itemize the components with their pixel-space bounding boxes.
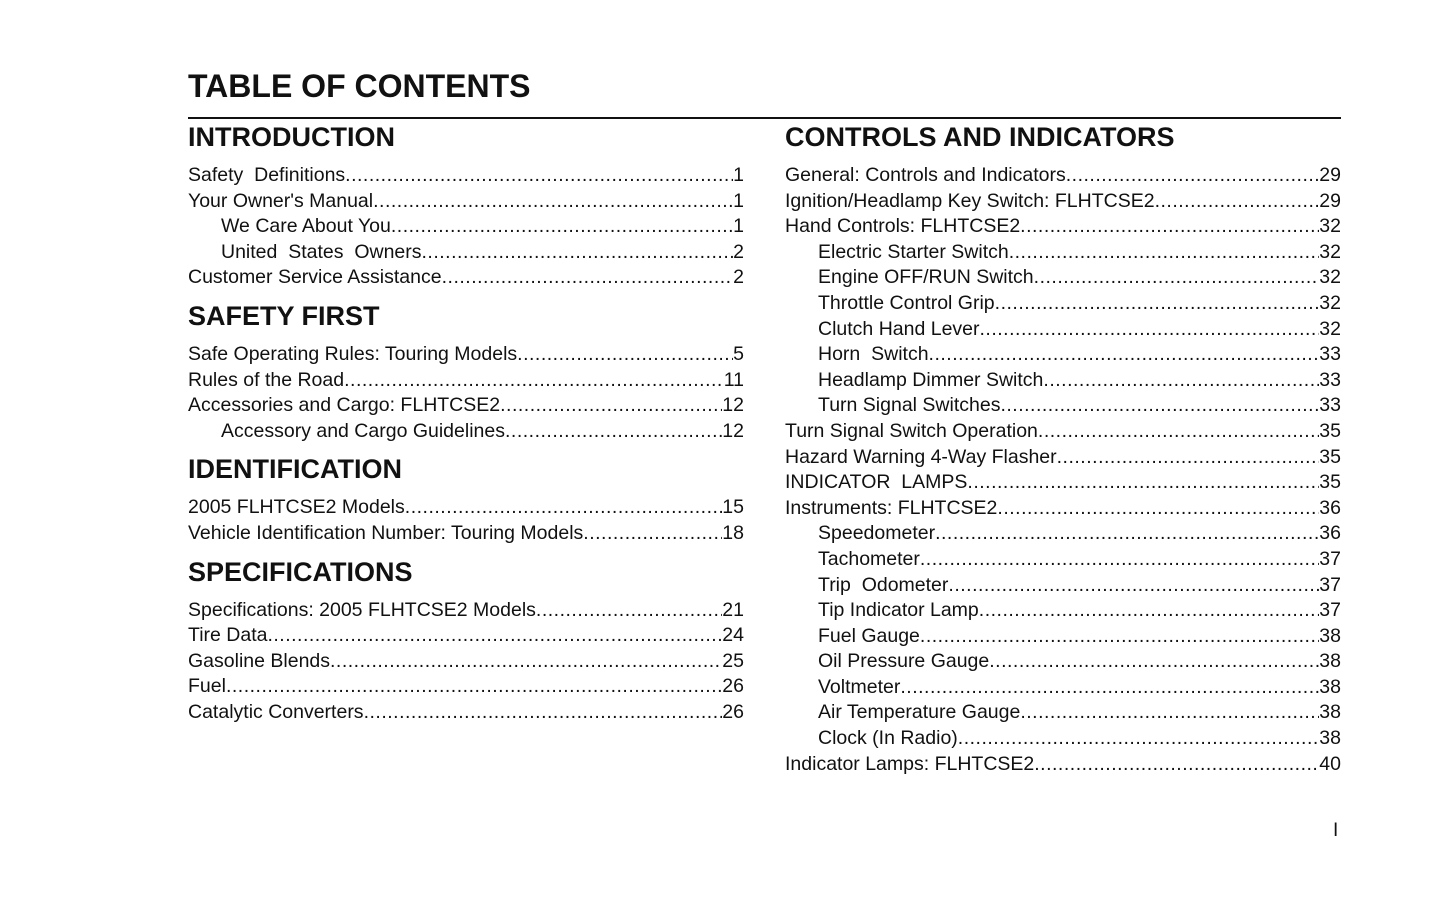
toc-entry-label: Safe Operating Rules: Touring Models xyxy=(188,342,518,365)
toc-entry-label: Engine OFF/RUN Switch xyxy=(818,266,1034,289)
toc-entry-voltmeter[interactable] xyxy=(785,675,1341,701)
toc-section-specifications xyxy=(188,554,744,726)
toc-entry-label: We Care About You xyxy=(221,215,391,238)
toc-page-number: 38 xyxy=(1319,675,1341,698)
toc-column-right xyxy=(785,119,1341,777)
dot-leader xyxy=(330,649,722,675)
toc-page-number: 38 xyxy=(1319,701,1341,724)
toc-entry-tachometer[interactable] xyxy=(785,547,1341,573)
dot-leader xyxy=(267,623,722,649)
page-number: I xyxy=(1333,820,1339,841)
dot-leader xyxy=(1038,419,1319,445)
dot-leader xyxy=(1066,163,1320,189)
toc-entry-label: Tip Indicator Lamp xyxy=(818,599,979,622)
toc-entry-speedometer[interactable] xyxy=(785,521,1341,547)
toc-entry-tire-data[interactable] xyxy=(188,623,744,649)
toc-entry-label: Fuel xyxy=(188,675,226,698)
toc-entry-label: INDICATOR LAMPS xyxy=(785,471,968,494)
dot-leader xyxy=(935,521,1319,547)
toc-entry-fuel[interactable] xyxy=(188,674,744,700)
toc-page-number: 38 xyxy=(1319,650,1341,673)
toc-entry-label: Headlamp Dimmer Switch xyxy=(818,368,1044,391)
dot-leader xyxy=(979,598,1320,624)
dot-leader xyxy=(989,649,1319,675)
toc-entry-list xyxy=(785,163,1341,777)
toc-page-number: 36 xyxy=(1319,522,1341,545)
toc-entry-label: Catalytic Converters xyxy=(188,700,364,723)
toc-page-number: 21 xyxy=(722,598,744,621)
toc-page-number: 1 xyxy=(733,189,744,212)
toc-entry-we-care-about-you[interactable] xyxy=(188,214,744,240)
toc-entry-indicator-lamps-flhtcse2[interactable] xyxy=(785,752,1341,778)
toc-entry-label: Clock (In Radio) xyxy=(818,727,958,750)
toc-page-number: 40 xyxy=(1319,752,1341,775)
toc-entry-safety-definitions[interactable] xyxy=(188,163,744,189)
dot-leader xyxy=(920,547,1319,573)
toc-page-number: 29 xyxy=(1319,189,1341,212)
toc-entry-label: Clutch Hand Lever xyxy=(818,317,980,340)
dot-leader xyxy=(1000,393,1319,419)
toc-entry-label: Tachometer xyxy=(818,547,920,570)
toc-entry-oil-pressure-gauge[interactable] xyxy=(785,649,1341,675)
toc-entry-indicator-lamps[interactable] xyxy=(785,470,1341,496)
toc-page-number: 37 xyxy=(1319,599,1341,622)
toc-entry-label: Vehicle Identification Number: Touring Models xyxy=(188,521,584,544)
toc-section-controls-and-indicators xyxy=(785,119,1341,777)
toc-entry-air-temperature-gauge[interactable] xyxy=(785,700,1341,726)
dot-leader xyxy=(1034,752,1319,778)
toc-entry-your-owner-s-manual[interactable] xyxy=(188,189,744,215)
page-title: TABLE OF CONTENTS xyxy=(188,68,531,104)
toc-entry-general-controls-and-indicators[interactable] xyxy=(785,163,1341,189)
toc-page-number: 1 xyxy=(733,164,744,186)
section-heading: CONTROLS AND INDICATORS xyxy=(785,122,1175,152)
toc-page-number: 38 xyxy=(1319,624,1341,647)
dot-leader xyxy=(1155,189,1320,215)
toc-page-number: 29 xyxy=(1319,164,1341,186)
dot-leader xyxy=(920,624,1319,650)
toc-section-identification xyxy=(188,451,744,546)
section-heading: SPECIFICATIONS xyxy=(188,556,413,587)
dot-leader xyxy=(391,214,733,240)
toc-page-number: 11 xyxy=(723,368,744,391)
toc-entry-label: Your Owner's Manual xyxy=(188,189,374,212)
toc-entry-turn-signal-switch-operation[interactable] xyxy=(785,419,1341,445)
toc-page-number: 32 xyxy=(1319,240,1341,263)
toc-entry-label: Accessory and Cargo Guidelines xyxy=(221,419,505,442)
toc-page-number: 15 xyxy=(722,496,744,519)
toc-entry-headlamp-dimmer-switch[interactable] xyxy=(785,368,1341,394)
toc-entry-ignition-headlamp-key-switch-flhtcse2[interactable] xyxy=(785,189,1341,215)
toc-entry-label: Turn Signal Switches xyxy=(818,394,1001,417)
toc-page-number: 2 xyxy=(733,266,744,289)
toc-entry-label: Customer Service Assistance xyxy=(188,266,442,289)
dot-leader xyxy=(1043,368,1319,394)
toc-page-number: 35 xyxy=(1319,445,1341,468)
toc-entry-fuel-gauge[interactable] xyxy=(785,624,1341,650)
toc-entry-horn-switch[interactable] xyxy=(785,342,1341,368)
dot-leader xyxy=(442,265,734,291)
toc-entry-label: Safety Definitions xyxy=(188,164,346,186)
toc-entry-accessories-and-cargo-flhtcse2[interactable] xyxy=(188,393,744,419)
toc-entry-label: Electric Starter Switch xyxy=(818,240,1009,263)
dot-leader xyxy=(1020,214,1319,240)
toc-column-left xyxy=(188,119,744,726)
dot-leader xyxy=(1009,240,1320,266)
dot-leader xyxy=(980,317,1320,343)
toc-entry-2005-flhtcse2-models[interactable] xyxy=(188,495,744,521)
dot-leader xyxy=(997,496,1319,522)
toc-entry-label: Voltmeter xyxy=(818,675,901,698)
toc-entry-label: Ignition/Headlamp Key Switch: FLHTCSE2 xyxy=(785,189,1155,212)
toc-entry-tip-indicator-lamp[interactable] xyxy=(785,598,1341,624)
toc-entry-label: Throttle Control Grip xyxy=(818,291,995,314)
toc-entry-list xyxy=(188,342,744,444)
toc-page-number: 1 xyxy=(733,215,744,238)
dot-leader xyxy=(583,521,722,547)
toc-entry-engine-off-run-switch[interactable] xyxy=(785,265,1341,291)
dot-leader xyxy=(1020,700,1319,726)
toc-entry-label: Air Temperature Gauge xyxy=(818,701,1021,724)
dot-leader xyxy=(948,573,1319,599)
toc-page-number: 36 xyxy=(1319,496,1341,519)
toc-entry-clutch-hand-lever[interactable] xyxy=(785,317,1341,343)
toc-entry-label: Accessories and Cargo: FLHTCSE2 xyxy=(188,394,501,417)
dot-leader xyxy=(345,163,733,189)
dot-leader xyxy=(405,495,723,521)
toc-entry-label: Trip Odometer xyxy=(818,573,949,596)
dot-leader xyxy=(500,393,722,419)
toc-page-number: 26 xyxy=(722,675,744,698)
toc-entry-label: Horn Switch xyxy=(818,343,929,366)
toc-entry-label: Instruments: FLHTCSE2 xyxy=(785,496,998,519)
section-heading: SAFETY FIRST xyxy=(188,300,380,331)
toc-page-number: 26 xyxy=(722,700,744,723)
toc-entry-list xyxy=(188,495,744,546)
toc-entry-hand-controls-flhtcse2[interactable] xyxy=(785,214,1341,240)
toc-page-number: 37 xyxy=(1319,573,1341,596)
toc-entry-label: Oil Pressure Gauge xyxy=(818,650,990,673)
toc-page-number: 37 xyxy=(1319,547,1341,570)
toc-entry-united-states-owners[interactable] xyxy=(188,240,744,266)
dot-leader xyxy=(929,342,1320,368)
toc-page-number: 12 xyxy=(722,394,744,417)
toc-page-number: 35 xyxy=(1319,471,1341,494)
toc-page-number: 33 xyxy=(1319,394,1341,417)
dot-leader xyxy=(536,598,722,624)
toc-entry-accessory-and-cargo-guidelines[interactable] xyxy=(188,419,744,445)
section-heading: IDENTIFICATION xyxy=(188,454,402,485)
toc-page-number: 32 xyxy=(1319,291,1341,314)
toc-section-safety-first xyxy=(188,298,744,444)
toc-section-introduction xyxy=(188,119,744,291)
dot-leader xyxy=(373,189,733,215)
toc-entry-label: Fuel Gauge xyxy=(818,624,920,647)
dot-leader xyxy=(967,470,1319,496)
section-heading: INTRODUCTION xyxy=(188,122,395,152)
dot-leader xyxy=(958,726,1320,752)
toc-entry-vehicle-identification-number-touring-models[interactable] xyxy=(188,521,744,547)
dot-leader xyxy=(344,368,724,394)
toc-entry-label: United States Owners xyxy=(221,240,422,263)
toc-entry-label: Hand Controls: FLHTCSE2 xyxy=(785,215,1021,238)
toc-entry-rules-of-the-road[interactable] xyxy=(188,368,744,394)
toc-page-number: 2 xyxy=(733,240,744,263)
toc-page-number: 33 xyxy=(1319,343,1341,366)
toc-entry-list xyxy=(188,598,744,726)
toc-entry-label: Hazard Warning 4-Way Flasher xyxy=(785,445,1057,468)
toc-page-number: 25 xyxy=(722,649,744,672)
toc-page-number: 32 xyxy=(1319,215,1341,238)
dot-leader xyxy=(1057,445,1320,471)
toc-page-number: 32 xyxy=(1319,317,1341,340)
toc-page-number: 18 xyxy=(722,521,744,544)
toc-page-number: 33 xyxy=(1319,368,1341,391)
toc-entry-clock-in-radio[interactable] xyxy=(785,726,1341,752)
toc-entry-catalytic-converters[interactable] xyxy=(188,700,744,726)
toc-entry-customer-service-assistance[interactable] xyxy=(188,265,744,291)
toc-entry-label: 2005 FLHTCSE2 Models xyxy=(188,496,405,519)
toc-entry-hazard-warning-4-way-flasher[interactable] xyxy=(785,445,1341,471)
dot-leader xyxy=(226,674,722,700)
toc-entry-turn-signal-switches[interactable] xyxy=(785,393,1341,419)
toc-entry-label: Gasoline Blends xyxy=(188,649,331,672)
dot-leader xyxy=(900,675,1319,701)
dot-leader xyxy=(517,342,733,368)
toc-entry-instruments-flhtcse2[interactable] xyxy=(785,496,1341,522)
toc-entry-trip-odometer[interactable] xyxy=(785,573,1341,599)
toc-page-number: 32 xyxy=(1319,266,1341,289)
dot-leader xyxy=(422,240,734,266)
toc-entry-label: Speedometer xyxy=(818,522,936,545)
toc-page-number: 38 xyxy=(1319,727,1341,750)
dot-leader xyxy=(505,419,722,445)
toc-entry-label: General: Controls and Indicators xyxy=(785,164,1066,186)
toc-page-number: 35 xyxy=(1319,419,1341,442)
dot-leader xyxy=(995,291,1320,317)
toc-entry-label: Rules of the Road xyxy=(188,368,345,391)
dot-leader xyxy=(1034,265,1320,291)
toc-page-number: 5 xyxy=(733,342,744,365)
toc-entry-gasoline-blends[interactable] xyxy=(188,649,744,675)
toc-page-number: 12 xyxy=(722,419,744,442)
toc-entry-label: Turn Signal Switch Operation xyxy=(785,419,1038,442)
toc-page-number: 24 xyxy=(722,624,744,647)
toc-entry-specifications-2005-flhtcse2-models[interactable] xyxy=(188,598,744,624)
toc-entry-throttle-control-grip[interactable] xyxy=(785,291,1341,317)
toc-entry-label: Specifications: 2005 FLHTCSE2 Models xyxy=(188,598,536,621)
toc-entry-label: Tire Data xyxy=(188,624,268,647)
toc-entry-safe-operating-rules-touring-models[interactable] xyxy=(188,342,744,368)
dot-leader xyxy=(364,700,723,726)
toc-entry-label: Indicator Lamps: FLHTCSE2 xyxy=(785,752,1035,775)
toc-entry-electric-starter-switch[interactable] xyxy=(785,240,1341,266)
toc-entry-list xyxy=(188,163,744,291)
